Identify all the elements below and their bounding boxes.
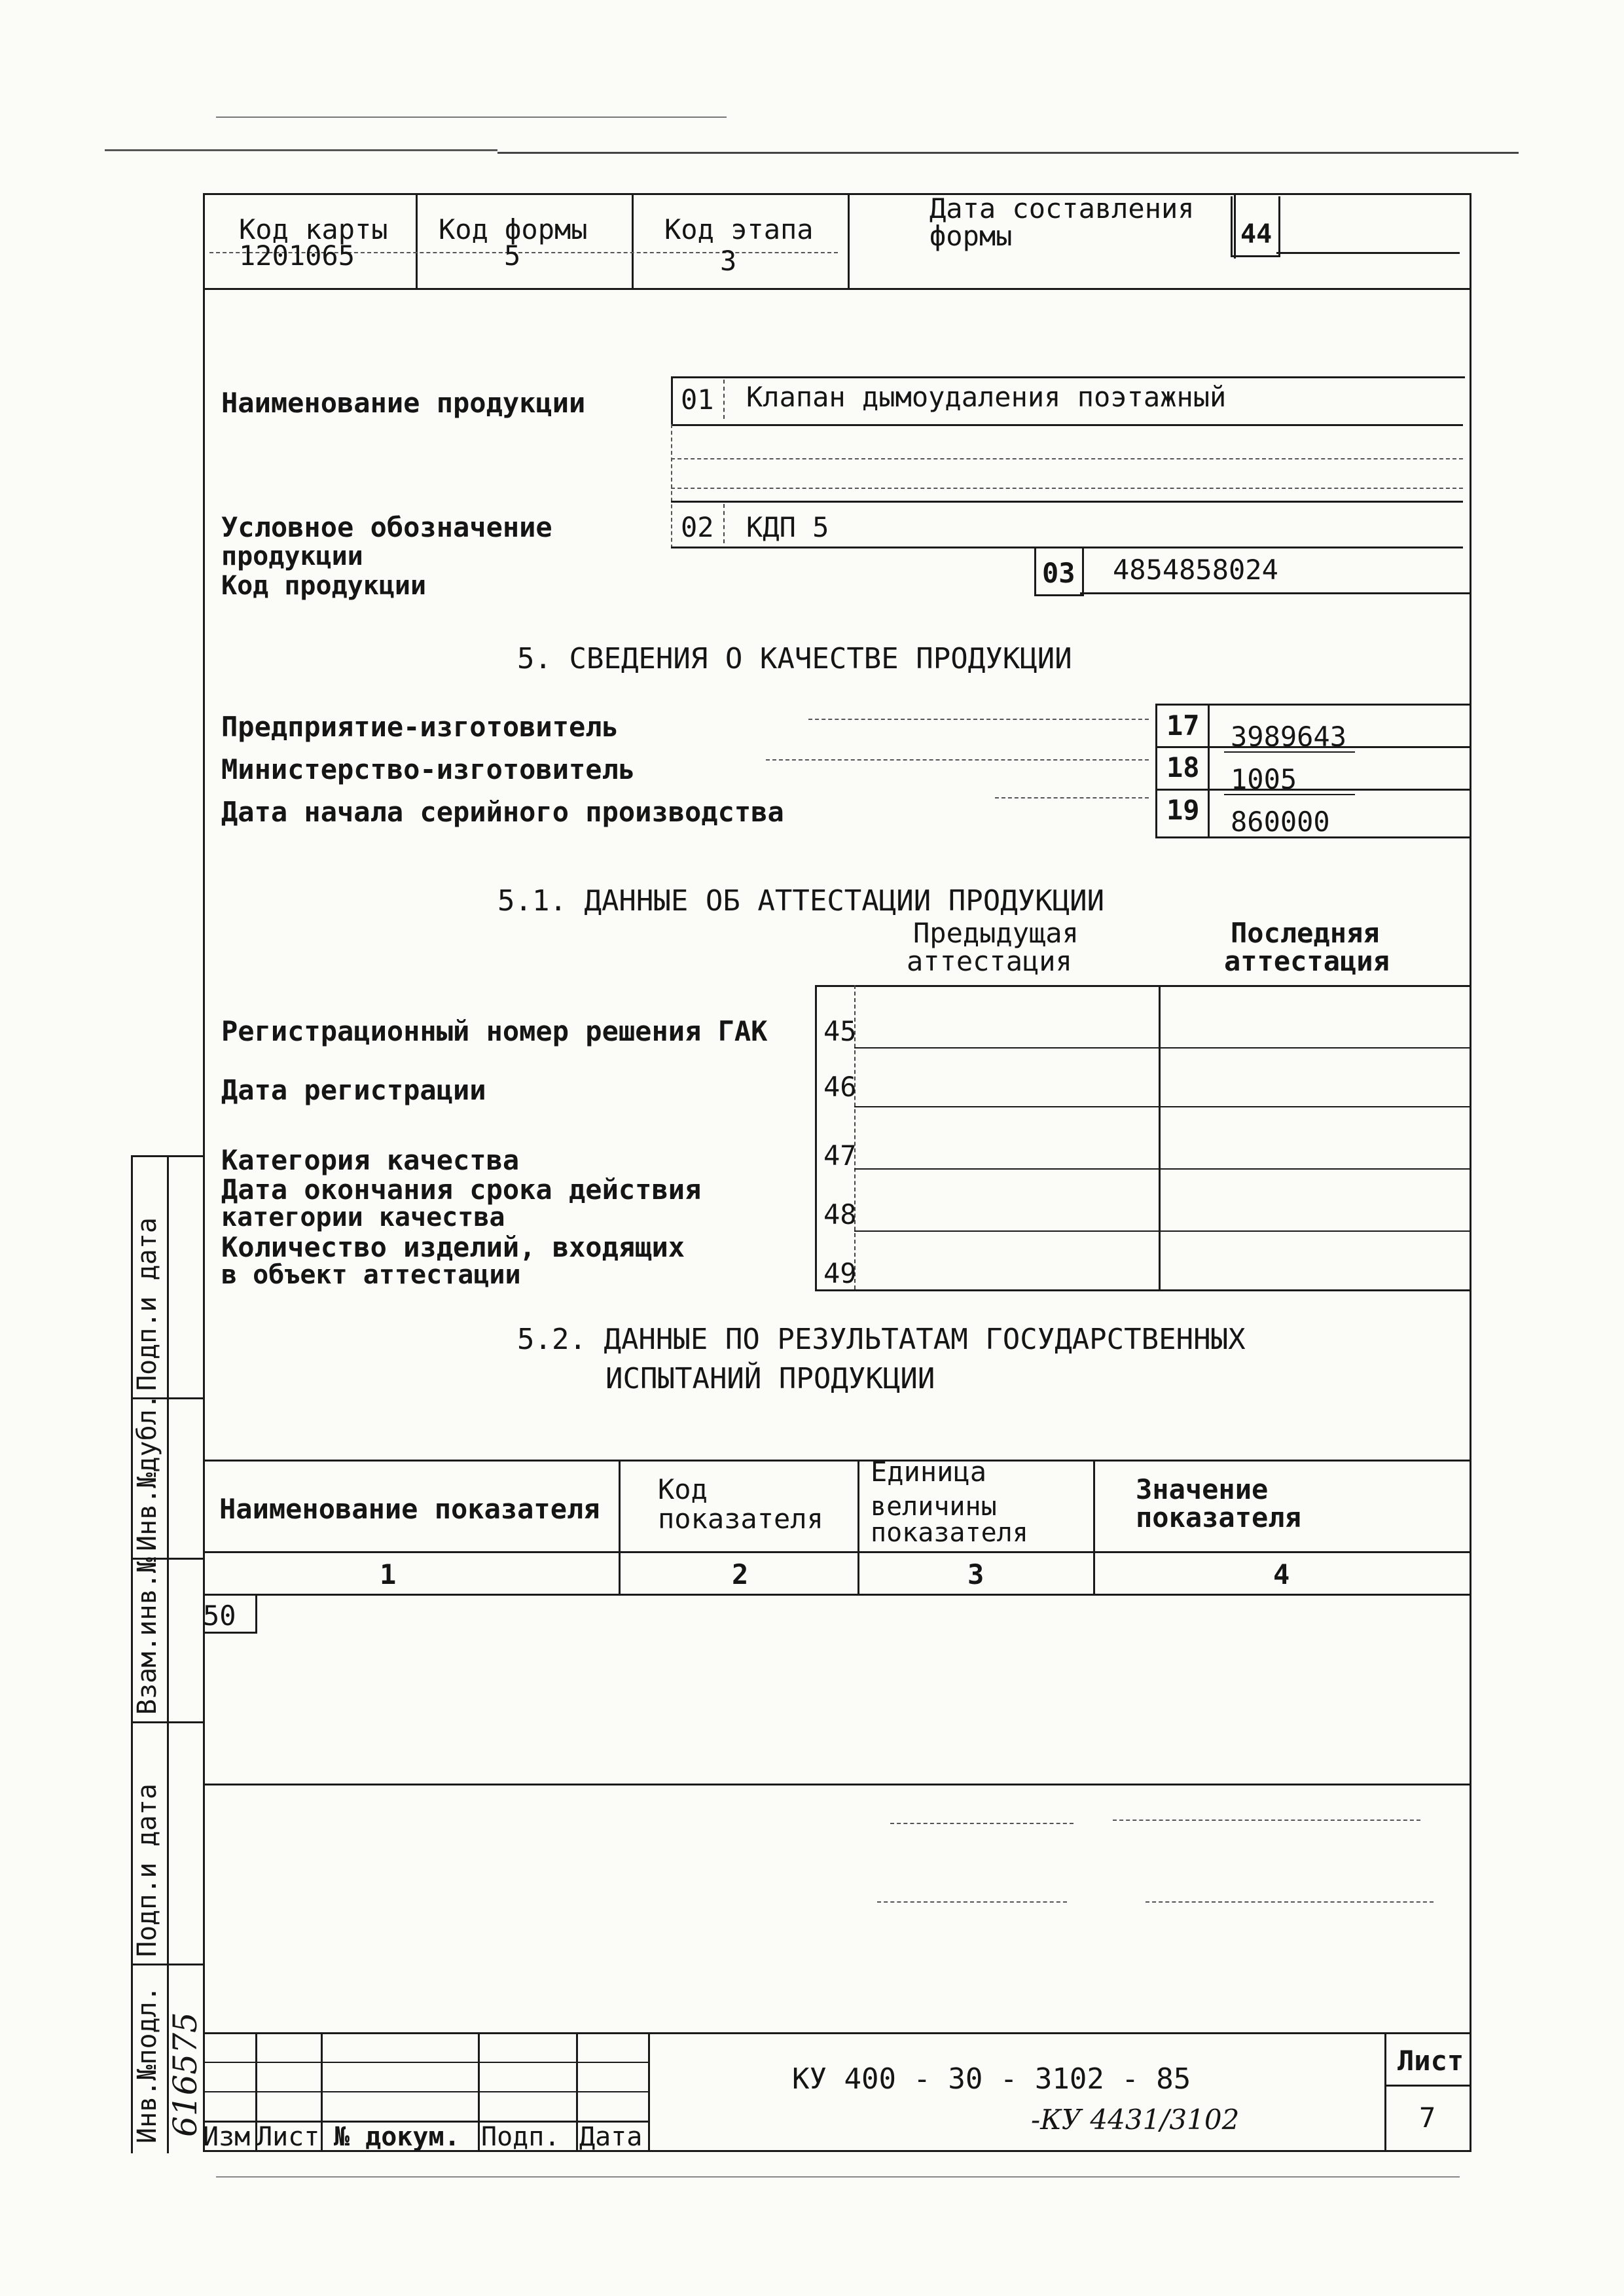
- col-prev-2: аттестация: [907, 945, 1072, 977]
- items-count-label-2: в объект аттестации: [221, 1260, 521, 1290]
- col-unit-2: величины: [871, 1492, 997, 1522]
- form-code-label: Код формы: [439, 213, 588, 245]
- product-name-code: 01: [681, 384, 714, 416]
- product-code-code: 03: [1042, 557, 1075, 589]
- stamp-podp-data-2: Подп.и дата: [132, 1217, 162, 1391]
- sheet-number: 7: [1419, 2102, 1436, 2134]
- reg-number-label: Регистрационный номер решения ГАК: [221, 1015, 768, 1047]
- stamp-podp-data-1: Подп.и дата: [132, 1784, 162, 1957]
- reg-date-label: Дата регистрации: [221, 1074, 486, 1106]
- code-50: 50: [203, 1600, 236, 1632]
- stage-code-label: Код этапа: [664, 213, 814, 245]
- frame-left: [203, 193, 205, 2150]
- designation-value: КДП 5: [746, 511, 829, 543]
- serial-start-label: Дата начала серийного производства: [221, 796, 784, 828]
- top-scan-line-2: [105, 149, 497, 151]
- col-num-3: 3: [967, 1558, 984, 1590]
- code-47: 47: [823, 1139, 857, 1172]
- product-code-value: 4854858024: [1113, 554, 1278, 586]
- code-17: 17: [1166, 709, 1200, 742]
- code-46: 46: [823, 1071, 857, 1103]
- date-input-line[interactable]: [1276, 252, 1460, 254]
- col-value-1: Значение: [1136, 1473, 1269, 1505]
- tb-izm: Изм: [203, 2122, 251, 2152]
- code-19: 19: [1166, 794, 1200, 826]
- col-unit-3: показателя: [871, 1518, 1028, 1548]
- frame-right: [1470, 193, 1471, 2150]
- manufacturer-label: Предприятие-изготовитель: [221, 711, 619, 743]
- category-end-label-1: Дата окончания срока действия: [221, 1174, 702, 1206]
- reg-number-last-cell[interactable]: [1162, 992, 1466, 1044]
- col-prev-1: Предыдущая: [913, 917, 1079, 949]
- designation-code: 02: [681, 511, 714, 543]
- section-5-2-title-2: ИСПЫТАНИЙ ПРОДУКЦИИ: [605, 1362, 935, 1395]
- category-end-label-2: категории качества: [221, 1202, 505, 1232]
- results-table-body[interactable]: [259, 1633, 1463, 1777]
- code-48: 48: [823, 1198, 857, 1230]
- code-18: 18: [1166, 751, 1200, 783]
- product-name-value: Клапан дымоудаления поэтажный: [746, 381, 1227, 413]
- stamp-inv-dubl: Инв.№дубл.: [132, 1393, 162, 1551]
- product-code-label: Код продукции: [221, 571, 427, 601]
- stamp-vzam-inv: Взам.инв.№: [132, 1557, 162, 1715]
- quality-category-label: Категория качества: [221, 1144, 520, 1176]
- stamp-inv-podl: Инв.№подл.: [132, 1986, 162, 2144]
- designation-label-2: продукции: [221, 541, 363, 571]
- card-code-label: Код карты: [239, 213, 388, 245]
- col-num-4: 4: [1273, 1558, 1290, 1590]
- form-code-value: 5: [504, 240, 521, 272]
- reg-number-prev-cell[interactable]: [857, 992, 1155, 1044]
- ministry-label: Министерство-изготовитель: [221, 753, 636, 785]
- stamp-inventory-number: 616575: [166, 2012, 204, 2137]
- manufacturer-value[interactable]: 3989643: [1231, 721, 1347, 753]
- handwritten-note: -КУ 4431/3102: [1031, 2104, 1240, 2136]
- col-last-1: Последняя: [1231, 917, 1380, 949]
- tb-list: Лист: [257, 2122, 320, 2152]
- col-code-1: Код: [658, 1473, 708, 1505]
- tb-doc-no: № докум.: [334, 2122, 460, 2152]
- bottom-scan-line: [216, 2176, 1460, 2178]
- section-5-2-title-1: 5.2. ДАННЫЕ ПО РЕЗУЛЬТАТАМ ГОСУДАРСТВЕННЫХ: [517, 1323, 1246, 1356]
- product-name-label: Наименование продукции: [221, 387, 586, 419]
- col-code-2: показателя: [658, 1503, 823, 1535]
- code-49: 49: [823, 1257, 857, 1289]
- document-designation: КУ 400 - 30 - 3102 - 85: [792, 2062, 1191, 2096]
- stage-code-value: 3: [720, 245, 737, 277]
- date-label-2: формы: [929, 220, 1013, 252]
- col-unit-1: Единица: [871, 1456, 987, 1488]
- tb-data: Дата: [579, 2122, 643, 2152]
- col-num-1: 1: [380, 1558, 397, 1590]
- sheet-label: Лист: [1398, 2045, 1464, 2077]
- designation-label-1: Условное обозначение: [221, 511, 552, 543]
- top-scan-line-3: [497, 152, 1519, 154]
- ministry-value[interactable]: 1005: [1231, 763, 1297, 795]
- date-code: 44: [1240, 219, 1272, 249]
- col-last-2: аттестация: [1224, 945, 1390, 977]
- items-count-label-1: Количество изделий, входящих: [221, 1231, 685, 1263]
- col-value-2: показателя: [1136, 1501, 1301, 1534]
- serial-start-value[interactable]: 860000: [1231, 806, 1330, 838]
- date-label-1: Дата составления: [929, 192, 1195, 224]
- section-5-title: 5. СВЕДЕНИЯ О КАЧЕСТВЕ ПРОДУКЦИИ: [517, 642, 1072, 675]
- section-5-1-title: 5.1. ДАННЫЕ ОБ АТТЕСТАЦИИ ПРОДУКЦИИ: [497, 884, 1105, 918]
- code-45: 45: [823, 1015, 857, 1047]
- top-scan-line: [216, 117, 727, 118]
- header-bottom-line: [203, 288, 1470, 290]
- frame-top: [203, 193, 1470, 195]
- tb-podp: Подп.: [481, 2122, 560, 2152]
- col-indicator-name: Наименование показателя: [219, 1493, 600, 1525]
- col-num-2: 2: [732, 1558, 749, 1590]
- card-code-value: 1201065: [239, 240, 355, 272]
